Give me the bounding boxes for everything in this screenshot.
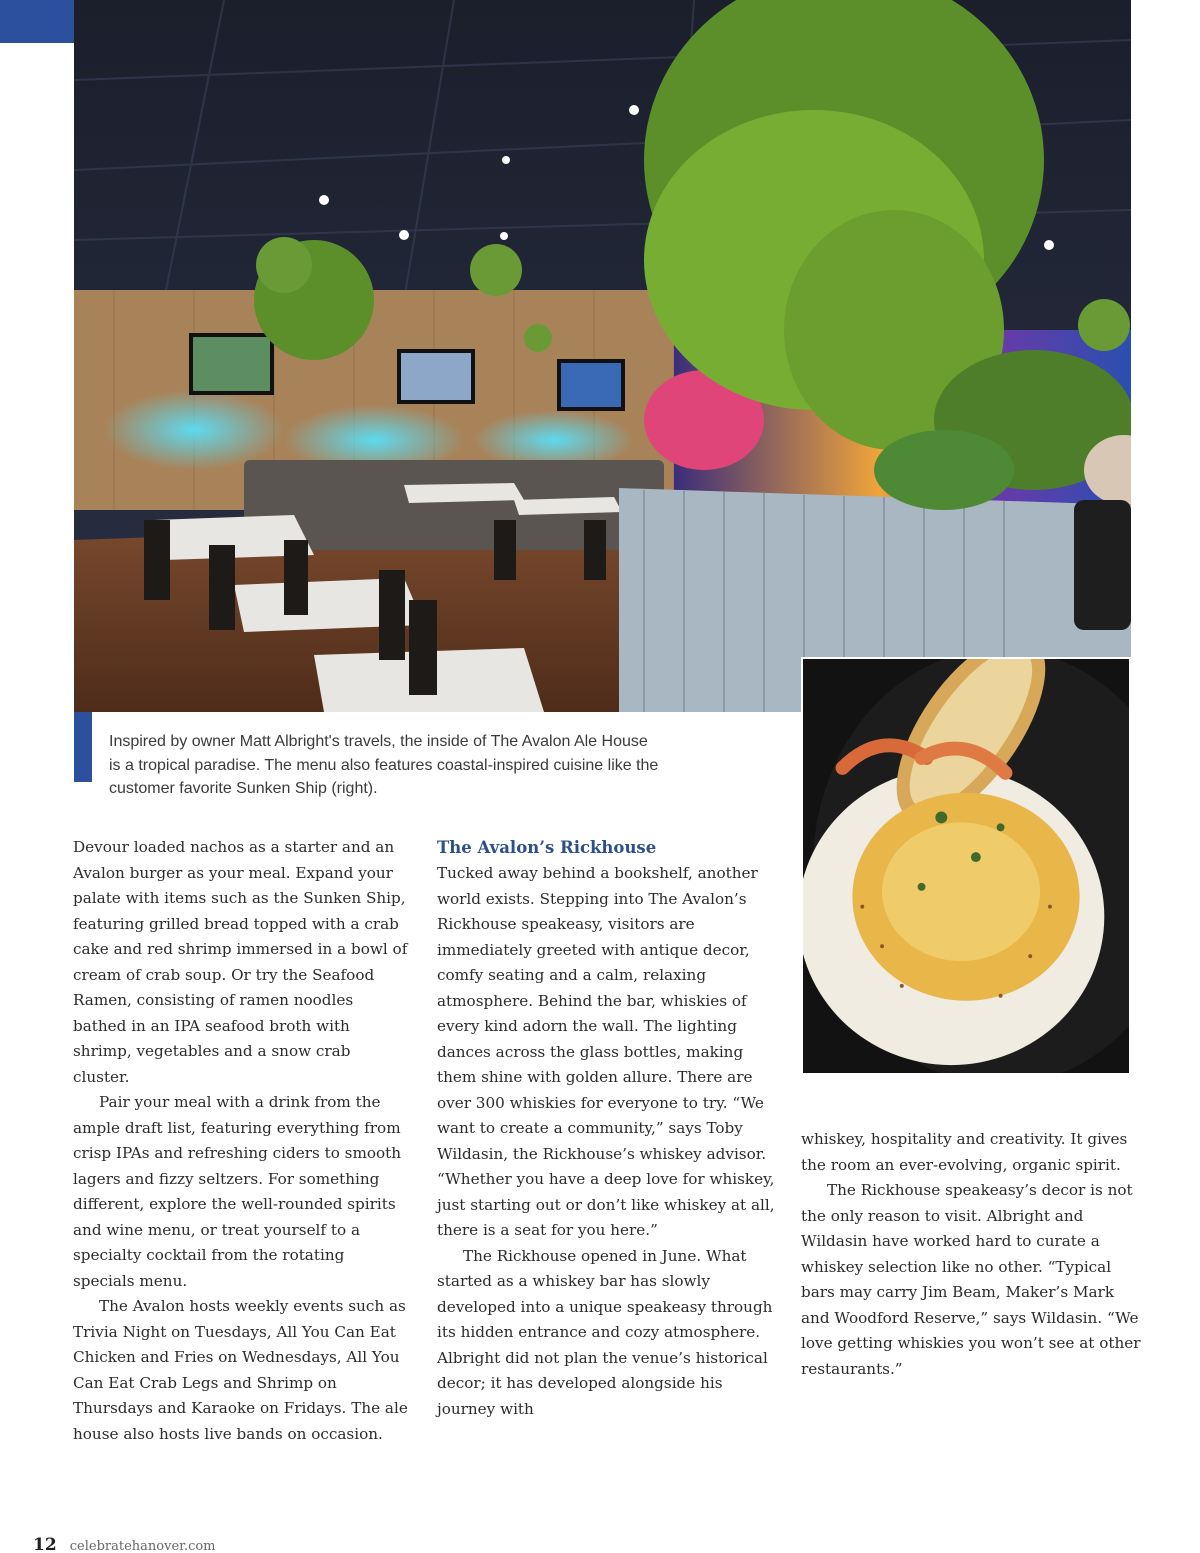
page-footer (33, 1535, 216, 1553)
paragraph: The Rickhouse opened in June. What started as a whiskey bar has slowly developed into a unique speakeasy through its hidden entrance and cozy atmosphere. Albright did not plan the venue’s historical decor; it has developed alongside his journey with (437, 1246, 773, 1418)
paragraph: whiskey, hospitality and creativity. It gives the room an ever-evolving, organic spirit. (801, 1130, 1128, 1174)
paragraph: Tucked away behind a bookshelf, another world exists. Stepping into The Avalon’s Rickhouse speakeasy, visitors are immediately greeted with antique decor, comfy seating and a calm, relaxing atmosphere. Behind the bar, whiskies of every kind adorn the wall. The lighting dances across the glass bottles, making them shine with golden allure. There are over 300 whiskies for everyone to try. “We want to create a community,” says Toby Wildasin, the Rickhouse’s whiskey advisor. “Whether you have a deep love for whiskey, just starting out or don’t like whiskey at all, there is a seat for you here.” (437, 864, 775, 1239)
sunken-ship-illustration (803, 659, 1129, 1073)
paragraph: Devour loaded nachos as a starter and an Avalon burger as your meal. Expand your palate with items such as the Sunken Ship, featuring grilled bread topped with a crab cake and red shrimp immersed in a bowl of cream of crab soup. Or try the Seafood Ramen, consisting of ramen noodles bathed in an IPA seafood broth with shrimp, vegetables and a snow crab cluster. (73, 838, 408, 1086)
sunken-ship-food-photo (801, 657, 1131, 1075)
paragraph: The Rickhouse speakeasy’s decor is not the only reason to visit. Albright and Wildasin have worked hard to curate a whiskey selection like no other. “Typical bars may carry Jim Beam, Maker’s Mark and Woodford Reserve,” says Wildasin. “We love getting whiskies you won’t see at other restaurants.” (801, 1181, 1141, 1378)
section-heading: The Avalon’s Rickhouse (437, 838, 657, 857)
article-column-1 (73, 835, 409, 1447)
page-number: 12 (33, 1535, 57, 1553)
caption-accent-bar (74, 712, 92, 782)
caption-text (109, 730, 749, 801)
corner-accent-bar (0, 0, 76, 43)
paragraph: Pair your meal with a drink from the ample draft list, featuring everything from crisp IPAs and refreshing ciders to smooth lagers and fizzy seltzers. For something different, explore the well-rounded spirits and wine menu, or treat yourself to a specialty cocktail from the rotating specials menu. (73, 1093, 402, 1290)
paragraph: The Avalon hosts weekly events such as Trivia Night on Tuesdays, All You Can Eat Chicken and Fries on Wednesdays, All You Can Eat Crab Legs and Shrimp on Thursdays and Karaoke on Fridays. The ale house also hosts live bands on occasion. (73, 1297, 408, 1443)
restaurant-interior-illustration (74, 0, 1131, 712)
restaurant-interior-photo (74, 0, 1131, 712)
caption-line: Inspired by owner Matt Albright's travels, the inside of The Avalon Ale House (109, 733, 648, 750)
website-link[interactable]: celebratehanover.com (69, 1539, 216, 1553)
article-column-3 (801, 1127, 1141, 1382)
caption-line: is a tropical paradise. The menu also features coastal-inspired cuisine like the (109, 756, 659, 774)
caption-line: customer favorite Sunken Ship (right). (109, 780, 378, 797)
photo-caption (74, 712, 800, 810)
article-column-2 (437, 835, 777, 1422)
